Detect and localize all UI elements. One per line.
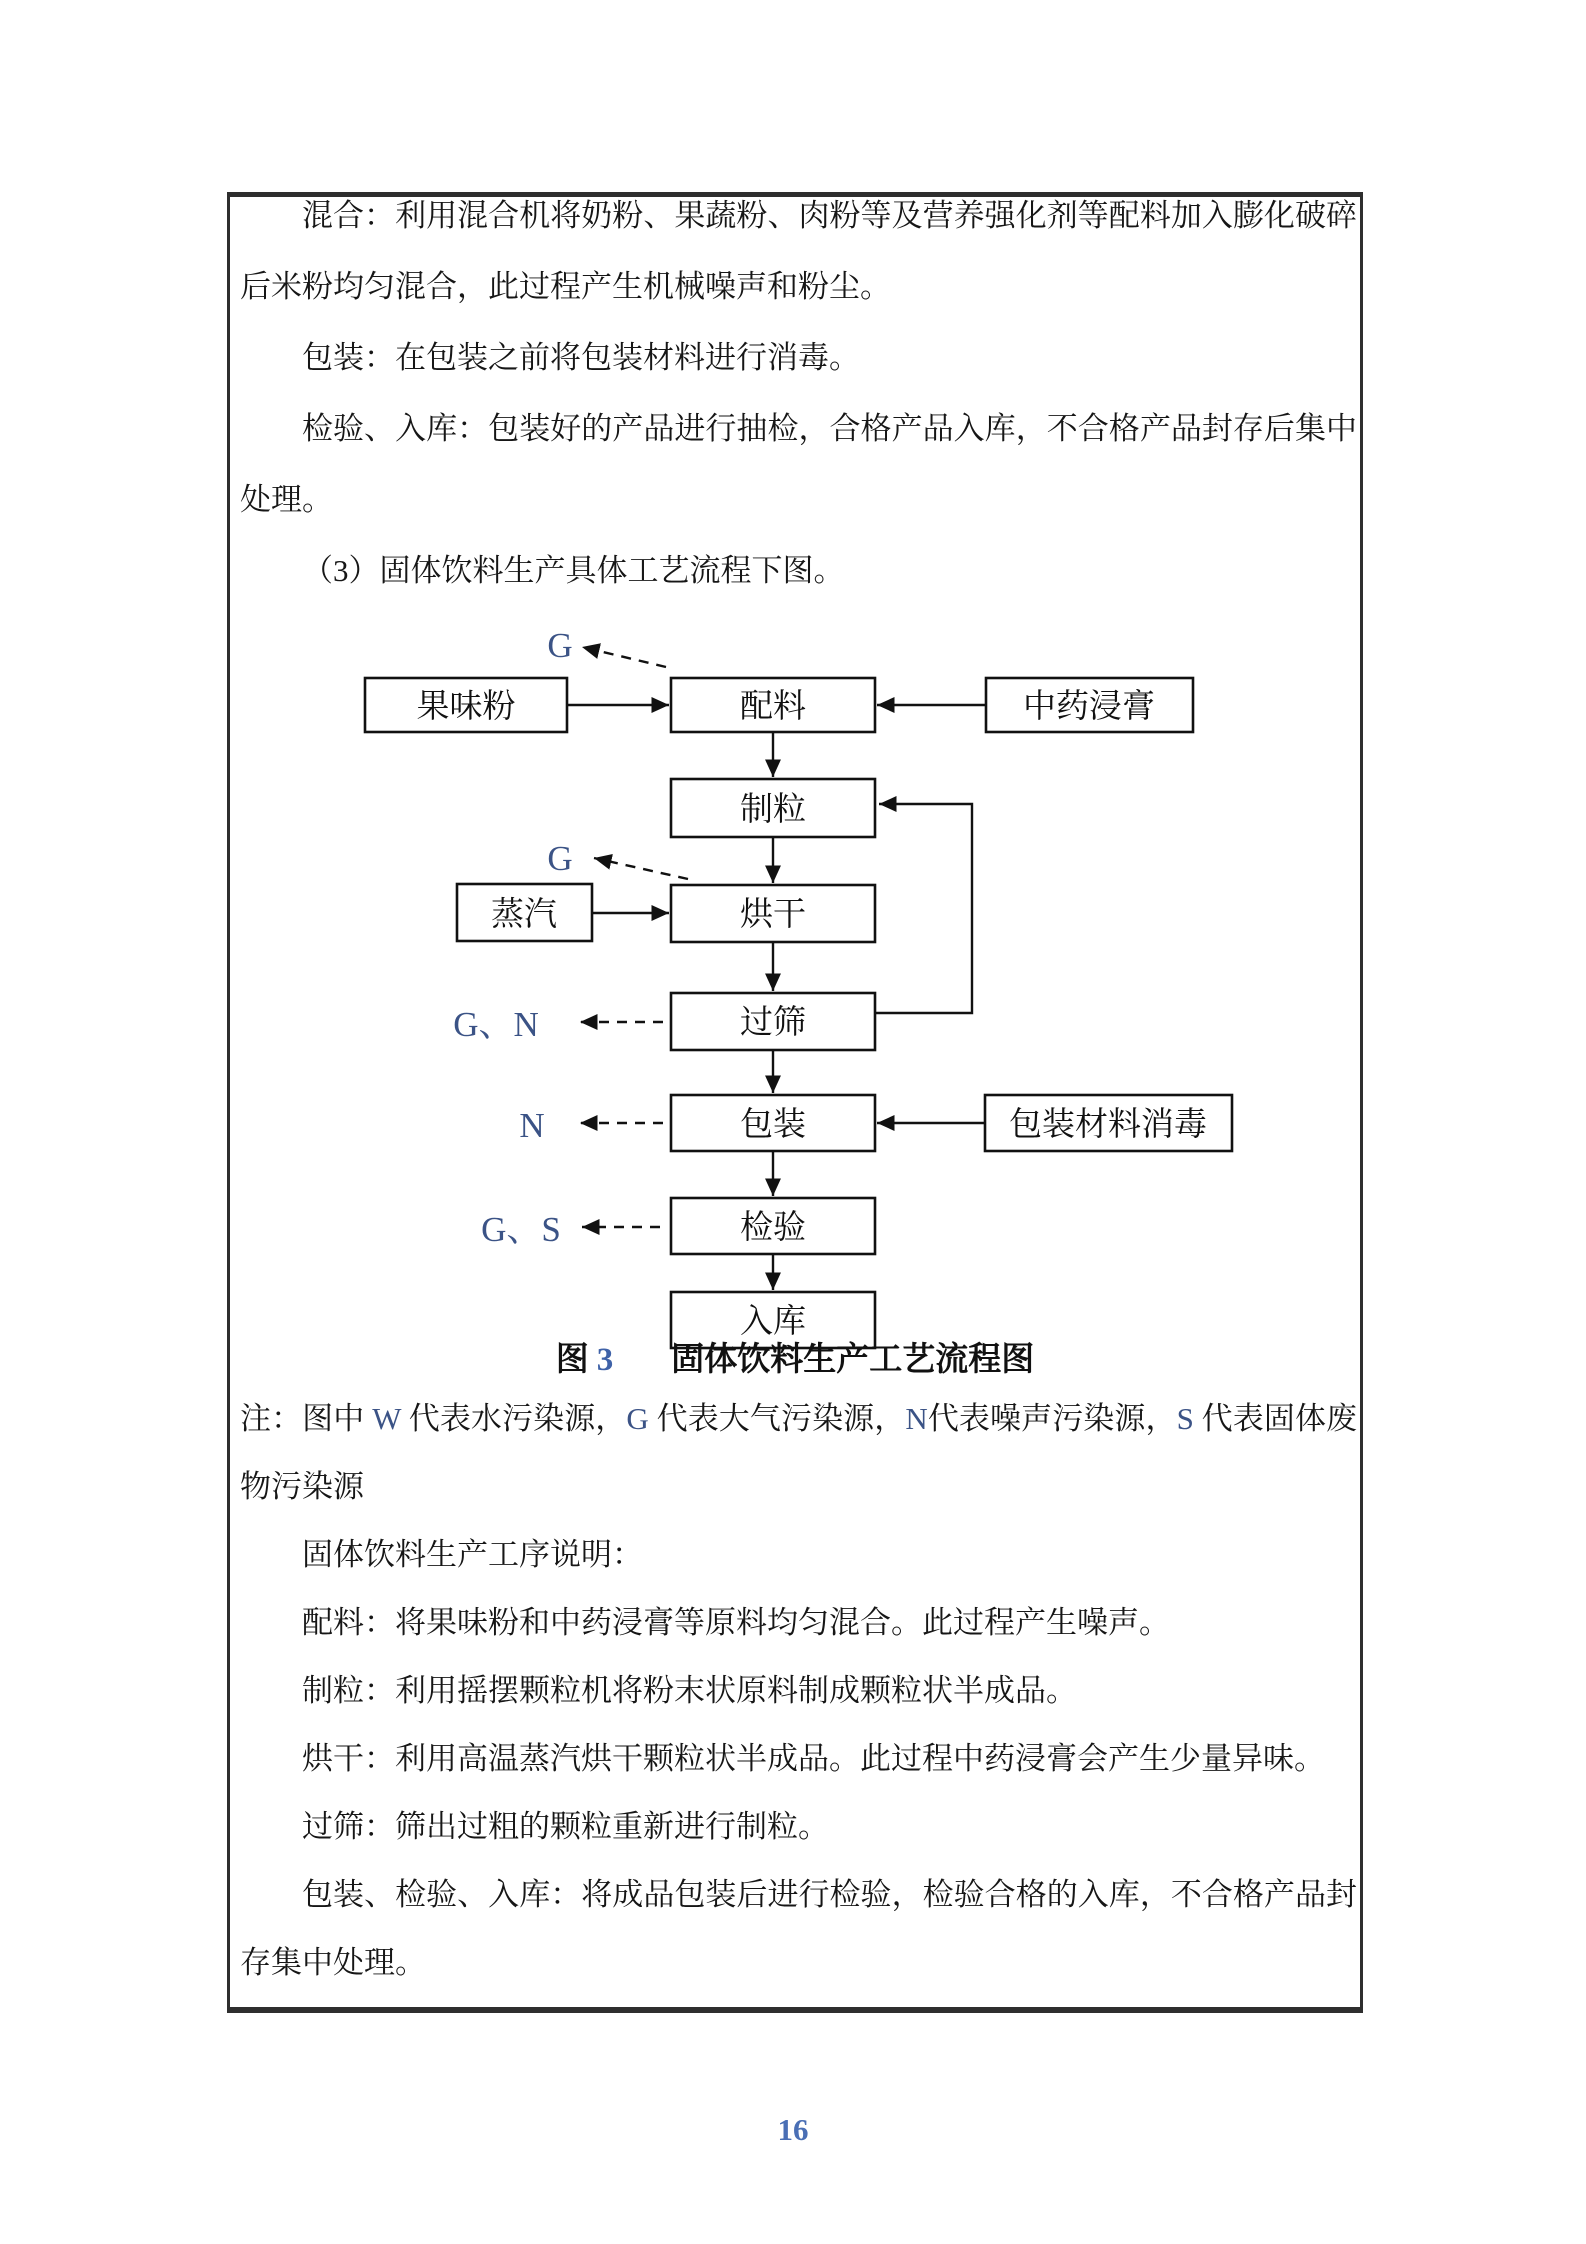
arrow-sieving-recycle-to-granulation	[875, 804, 972, 1013]
label-drying: 烘干	[740, 897, 806, 933]
note-text-w: 代表水污染源，	[400, 1401, 627, 1436]
paragraph-inspection-storage: 检验、入库：包装好的产品进行抽检，合格产品入库，不合格产品封存后集中处理。	[240, 411, 1357, 517]
label-inspection: 检验	[740, 1210, 806, 1246]
description-granulation: 制粒：利用摇摆颗粒机将粉末状原料制成颗粒状半成品。	[302, 1673, 1077, 1708]
note-letter-s: S	[1176, 1401, 1194, 1436]
label-fruit-powder: 果味粉	[416, 689, 516, 725]
note-letter-n: N	[905, 1401, 928, 1436]
figure-caption	[227, 1338, 1363, 1382]
description-heading: 固体饮料生产工序说明：	[302, 1537, 643, 1572]
description-ingredients: 配料：将果味粉和中药浸膏等原料均匀混合。此过程产生噪声。	[302, 1605, 1170, 1640]
arrow-drying-gas	[594, 858, 688, 879]
label-granulation: 制粒	[740, 792, 806, 828]
description-packaging-inspection: 包装、检验、入库：将成品包装后进行检验，检验合格的入库，不合格产品封存集中处理。	[240, 1877, 1357, 1980]
paragraph-mixing: 混合：利用混合机将奶粉、果蔬粉、肉粉等及营养强化剂等配料加入膨化破碎后米粉均匀混合，此过程产生机械噪声和粉尘。	[240, 198, 1357, 304]
note-text-g: 代表大气污染源，	[648, 1401, 906, 1436]
label-tcm-extract: 中药浸膏	[1023, 689, 1155, 725]
intro-text-block	[240, 180, 1357, 606]
label-gn: G、N	[453, 1005, 539, 1044]
process-flowchart	[227, 610, 1363, 1355]
note-text-n: 代表噪声污染源，	[927, 1401, 1177, 1436]
label-g-top: G	[547, 626, 573, 665]
note-paragraph	[240, 1385, 1357, 1521]
note-text-s: 代表固体废物污染源	[240, 1401, 1358, 1504]
label-packaging: 包装	[740, 1107, 806, 1143]
description-drying: 烘干：利用高温蒸汽烘干颗粒状半成品。此过程中药浸膏会产生少量异味。	[302, 1741, 1325, 1776]
label-sieving: 过筛	[740, 1005, 806, 1041]
bottom-text-block	[240, 1385, 1357, 1997]
figure-caption-fig: 图	[555, 1342, 589, 1378]
label-ingredients: 配料	[740, 689, 806, 725]
label-g-mid: G	[547, 839, 573, 878]
note-letter-w: W	[372, 1401, 401, 1436]
label-steam: 蒸汽	[491, 897, 557, 933]
label-material-disinfection: 包装材料消毒	[1009, 1107, 1207, 1143]
paragraph-process-intro: （3）固体饮料生产具体工艺流程下图。	[302, 553, 845, 588]
arrow-ingredients-gas	[582, 647, 666, 667]
note-letter-g: G	[626, 1401, 649, 1436]
note-prefix: 注：图中	[240, 1401, 373, 1436]
page-number: 16	[777, 2112, 809, 2147]
figure-caption-title: 固体饮料生产工艺流程图	[671, 1342, 1035, 1378]
label-gs: G、S	[481, 1210, 561, 1249]
figure-caption-number: 3	[596, 1342, 614, 1378]
description-sieving: 过筛：筛出过粗的颗粒重新进行制粒。	[302, 1809, 829, 1844]
paragraph-packing: 包装：在包装之前将包装材料进行消毒。	[302, 340, 860, 375]
label-warehousing: 入库	[740, 1304, 806, 1340]
label-n: N	[519, 1106, 545, 1145]
